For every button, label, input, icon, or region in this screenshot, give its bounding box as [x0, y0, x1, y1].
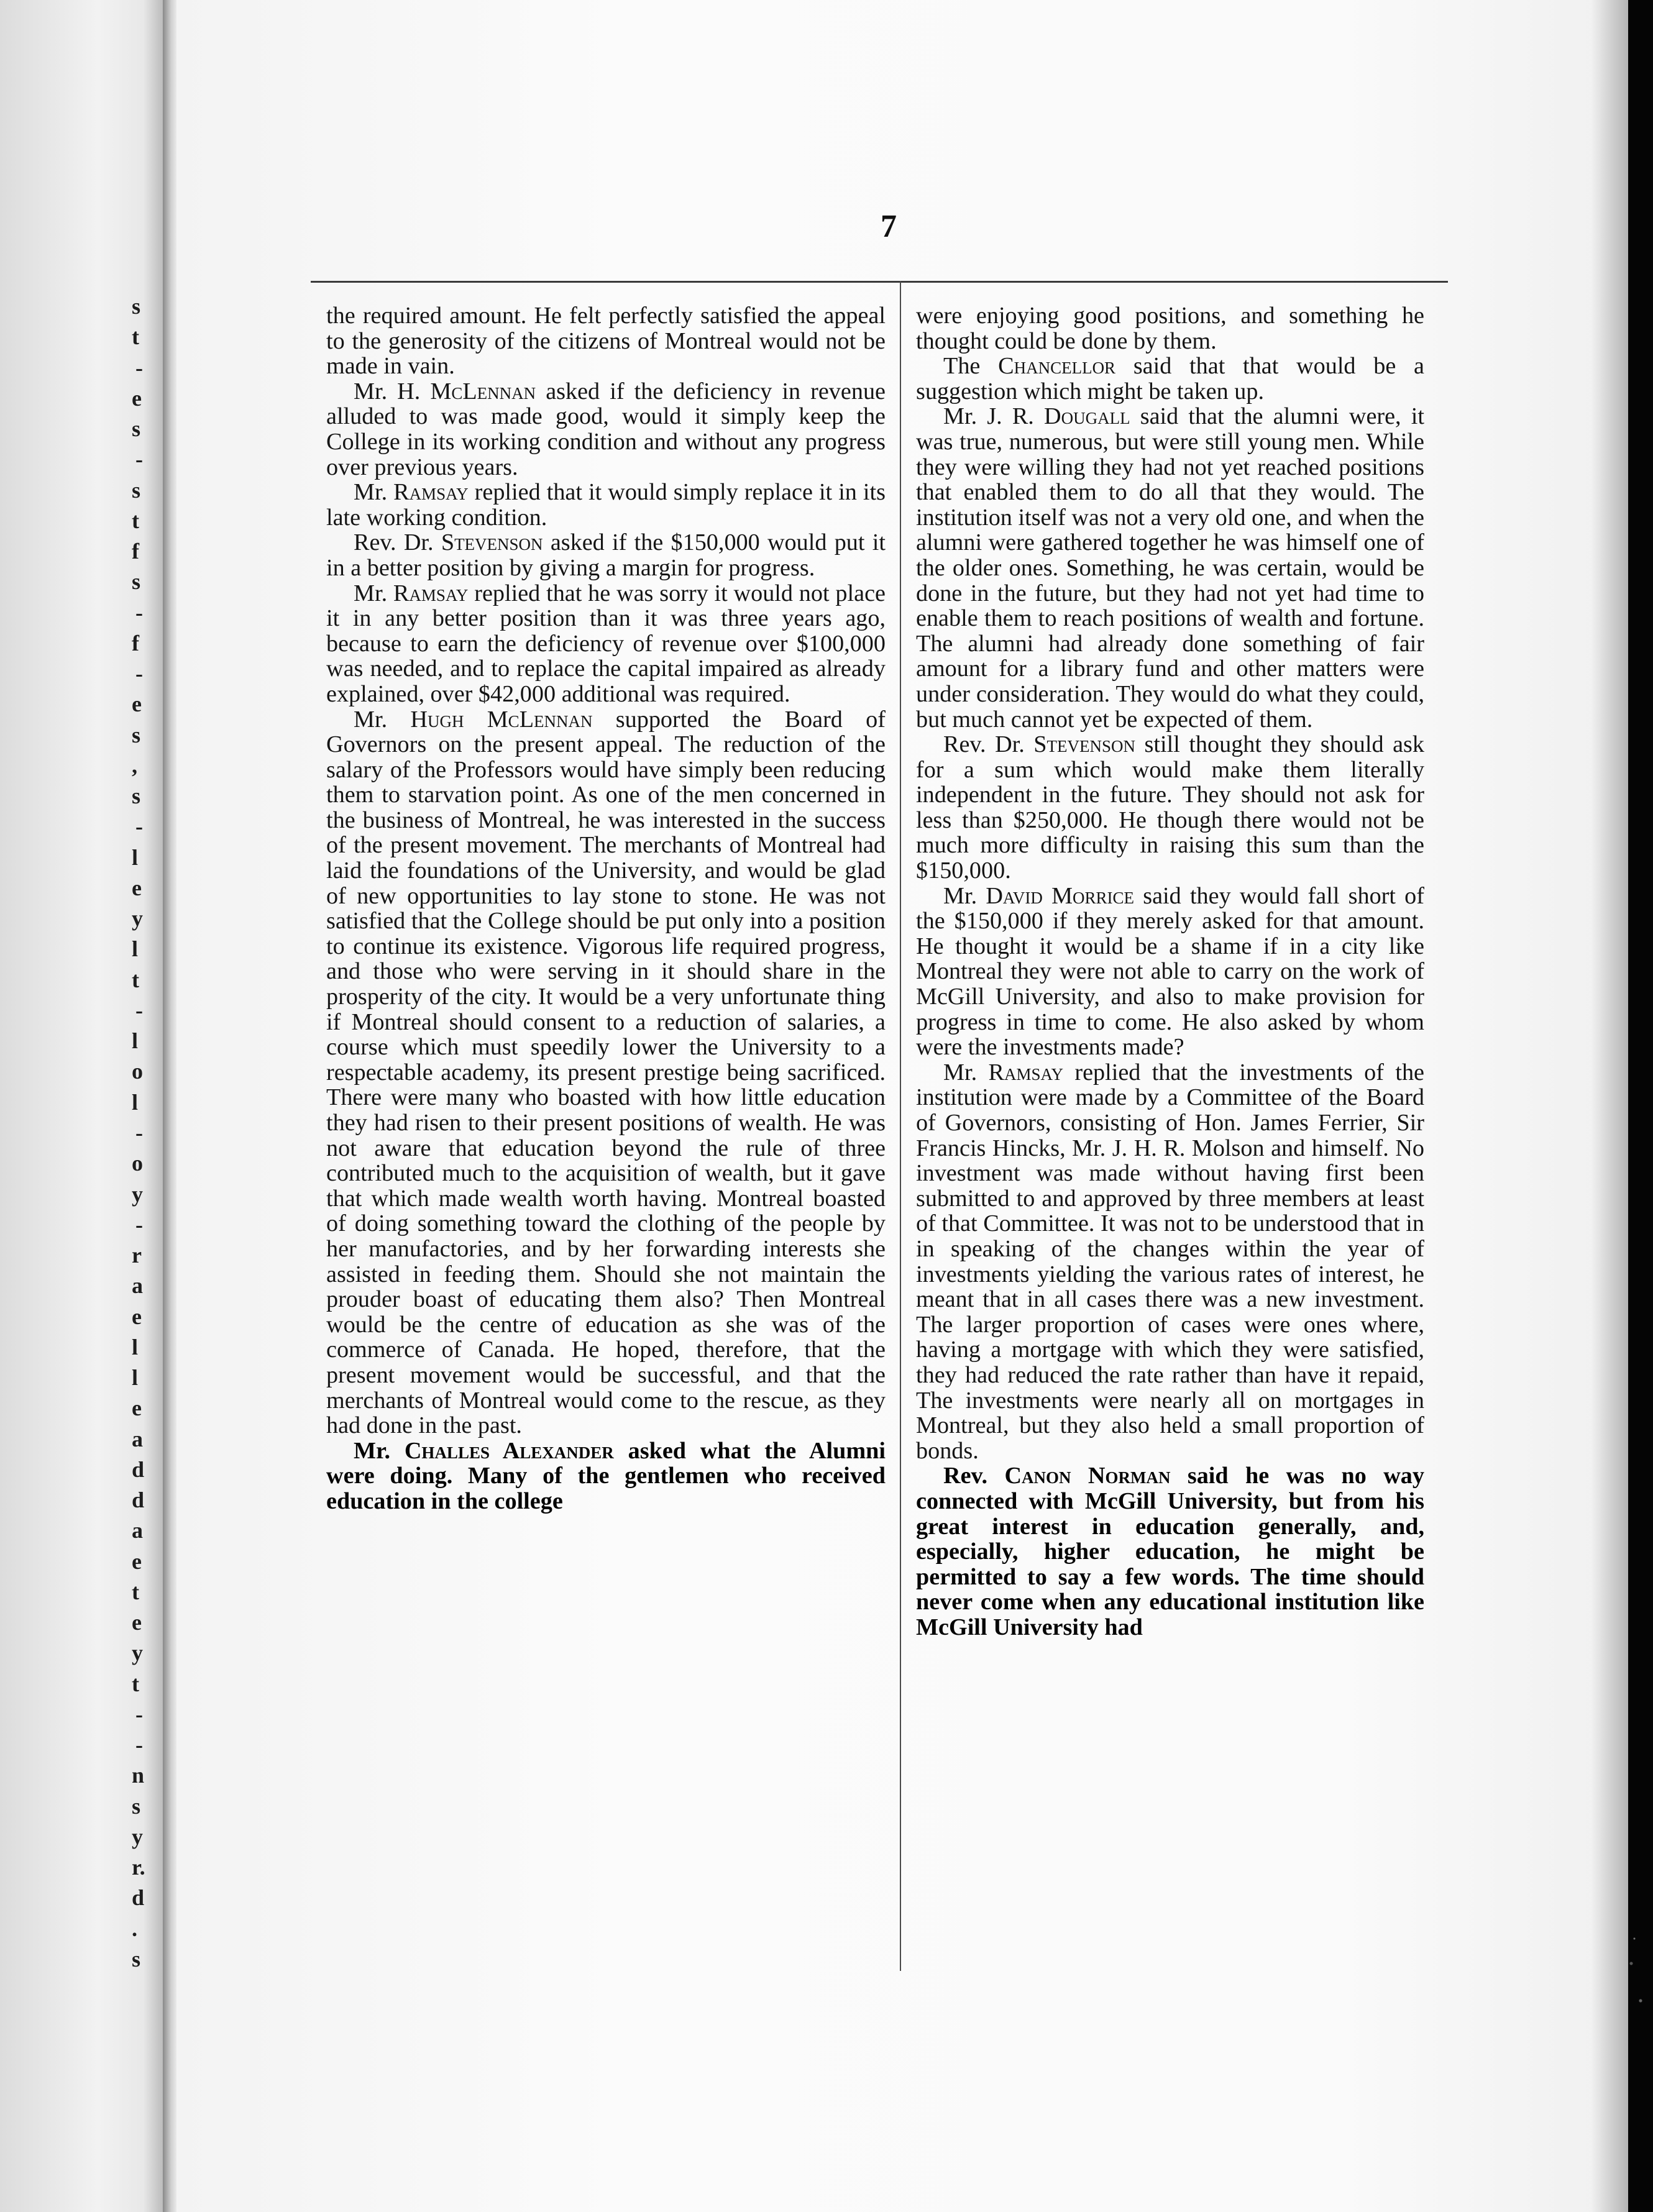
speaker-name: Canon Norman [1004, 1463, 1171, 1489]
facing-page-clipped-text [0, 0, 163, 2212]
paragraph-text: Mr. [943, 882, 986, 909]
clipped-glyph: y [132, 1182, 143, 1207]
clipped-glyph: s [132, 723, 141, 747]
paragraph [916, 732, 1424, 884]
paragraph-text: Mr. [354, 580, 393, 606]
facing-page-edge [0, 0, 163, 2212]
clipped-glyph: - [135, 600, 143, 625]
clipped-glyph: t [132, 1579, 139, 1604]
paragraph [326, 530, 886, 580]
header-rule [311, 281, 1448, 283]
clipped-glyph: y [132, 1640, 143, 1665]
paragraph-text: said they would fall short of the $150,000 if they merely asked for that amount. He thought it would be a shame if in a city like Montreal they were not able to carry on the work of McGill University, and also to make provision for progress in time to come. He also asked by whom were the investments made? [916, 882, 1424, 1061]
paragraph-text: Rev. [943, 1463, 1005, 1489]
paragraph-text: The [943, 353, 999, 380]
paragraph [326, 379, 886, 480]
clipped-glyph: t [132, 1671, 139, 1696]
clipped-glyph: - [135, 1120, 143, 1145]
paragraph-text: replied that he was sorry it would not place it in any better position than it was three years ago, because to earn the deficiency of revenue over $100,000 was needed, and to replace the capital impaired as already explained, over $42,000 additional was required. [326, 580, 886, 707]
paragraph [916, 1060, 1424, 1464]
page-gutter [163, 0, 176, 2212]
clipped-glyph: o [132, 1151, 143, 1176]
clipped-glyph: y [132, 1824, 143, 1849]
paragraph [326, 707, 886, 1438]
paragraph-text: were enjoying good positions, and something he thought could be done by them. [916, 303, 1424, 354]
speaker-name: Stevenson [1033, 731, 1136, 758]
clipped-glyph: . [132, 1916, 137, 1941]
paragraph [916, 354, 1424, 404]
clipped-glyph: e [132, 875, 142, 900]
speaker-name: Dougall [1044, 403, 1130, 430]
paragraph-text: asked what the Alumni were doing. Many of the gentlemen who received education in the college [326, 1437, 886, 1514]
clipped-glyph: t [132, 967, 139, 992]
speaker-name: Chancellor [998, 353, 1116, 380]
clipped-glyph: a [132, 1427, 143, 1451]
clipped-glyph: l [132, 1335, 139, 1360]
speaker-name: Ramsay [393, 580, 469, 606]
speaker-name: David Morrice [986, 882, 1135, 909]
clipped-glyph: - [135, 998, 143, 1023]
clipped-glyph: l [132, 1028, 139, 1053]
paragraph-text: Rev. Dr. [354, 529, 441, 556]
clipped-glyph: - [135, 1732, 143, 1757]
clipped-glyph: s [132, 478, 141, 503]
paragraph [916, 303, 1424, 354]
paragraph-text: Mr. [354, 479, 394, 506]
clipped-glyph: , [132, 753, 137, 778]
speaker-name: Challes Alexander [404, 1437, 614, 1464]
clipped-glyph: o [132, 1059, 143, 1084]
paragraph-text: asked if the deficiency in revenue alluded to was made good, would it simply keep the College in its working condition and without any progress over previous years. [326, 378, 886, 480]
clipped-glyph: y [132, 906, 143, 931]
paragraph [326, 581, 886, 707]
clipped-glyph: f [132, 631, 139, 656]
paragraph-text: said he was no way connected with McGill University, but from his great interest in education generally, and, especially, higher education, he might be permitted to say a few words. The time should never come when any educational institution like McGill University had [916, 1463, 1424, 1640]
speaker-name: Ramsay [988, 1059, 1063, 1085]
text-column-right [916, 303, 1424, 1640]
clipped-glyph: e [132, 1549, 142, 1574]
page-edge-shadow [1591, 0, 1628, 2212]
speaker-name: Stevenson [441, 529, 543, 556]
clipped-glyph: l [132, 1090, 139, 1115]
paragraph [916, 1463, 1424, 1640]
clipped-glyph: a [132, 1518, 143, 1543]
clipped-glyph: a [132, 1273, 143, 1298]
clipped-glyph: d [132, 1488, 145, 1512]
paragraph-text: the required amount. He felt perfectly satisfied the appeal to the generosity of the citizens of Montreal would not be made in vain. [326, 303, 886, 380]
paragraph-text: still thought they should ask for a sum which would make them literally independent in the future. They should not ask for less than $250,000. He though there would not be much more difficulty in raising this sum than the $150,000. [916, 731, 1424, 884]
clipped-glyph: e [132, 1396, 142, 1420]
clipped-glyph: - [135, 355, 143, 380]
clipped-glyph: l [132, 1365, 139, 1390]
paragraph-text: said that the alumni were, it was true, numerous, but were still young men. While they were willing they had not yet reached positions that enabled them to do all that they would. The institution itself was not a very old one, and when the alumni were gathered together he was himself one of the older ones. Something, he was certain, would be done in the future, but they had not yet had time to enable them to reach positions of wealth and fortune. The alumni had already done something of fair amount for a library fund and other matters were under consideration. They would do what they could, but much cannot yet be expected of them. [916, 403, 1424, 733]
text-column-left [326, 303, 886, 1514]
clipped-glyph: e [132, 386, 142, 411]
clipped-glyph: e [132, 1610, 142, 1635]
clipped-glyph: - [135, 1212, 143, 1237]
paragraph [326, 480, 886, 530]
clipped-glyph: s [132, 784, 141, 808]
clipped-glyph: f [132, 539, 139, 564]
paragraph-text: Mr. [943, 1059, 989, 1085]
clipped-glyph: r [132, 1243, 142, 1268]
clipped-glyph: - [135, 1702, 143, 1727]
clipped-glyph: n [132, 1763, 145, 1788]
clipped-glyph: l [132, 845, 139, 870]
paragraph-text: supported the Board of Governors on the present appeal. The reduction of the salary of the Professors would have simply been reducing them to starvation point. As one of the men concerned in the business of Montreal, he was interested in the success of the present movement. The merchants of Montreal had laid the foundations of the University, and would be glad of new opportunities to lay stone to stone. He was not satisfied that the College should be put only into a position to continue its existence. Vigorous life required progress, and those who were serving in it should share in the prosperity of the city. It would be a very unfortunate thing if Montreal should consent to a reduction of salaries, a course which must speedily lower the University to a respectable academy, its present prestige being sacrificed. There were many who boasted with how little education they had risen to their present positions of wealth. He was not aware that education beyond the rule of three contributed much to the acquisition of wealth, but it gave that which made wealth worth having. Montreal boasted of doing something toward the clothing of the people by her manufactories, and by her forwarding interests she assisted in feeding them. Should she not maintain the prouder boast of educating them also? Then Montreal would be the centre of education as she was of the commerce of Canada. He hoped, therefore, that the present movement would be successful, and that the merchants of Montreal would come to the rescue, as they had done in the past. [326, 706, 886, 1439]
clipped-glyph: - [135, 814, 143, 839]
paragraph-text: Mr. J. R. [943, 403, 1045, 430]
paragraph-text: Mr. H. [354, 378, 431, 404]
paragraph [326, 1438, 886, 1514]
clipped-glyph: - [135, 661, 143, 686]
clipped-glyph: t [132, 508, 139, 533]
paragraph [916, 884, 1424, 1060]
paragraph [916, 404, 1424, 732]
paragraph-text: Rev. Dr. [943, 731, 1034, 758]
clipped-glyph: - [135, 447, 143, 472]
scan-artifact [1622, 1914, 1653, 2038]
paragraph [326, 303, 886, 379]
paragraph-text: said that that would be a suggestion which might be taken up. [916, 353, 1424, 404]
paragraph-text: replied that it would simply replace it in its late working condition. [326, 479, 886, 531]
column-divider [900, 281, 901, 1971]
clipped-glyph: s [132, 1947, 141, 1972]
speaker-name: Ramsay [393, 479, 469, 506]
clipped-glyph: s [132, 569, 141, 594]
paragraph-text: Mr. [354, 706, 411, 733]
clipped-glyph: d [132, 1457, 145, 1482]
page-number: 7 [881, 209, 897, 244]
clipped-glyph: r. [132, 1855, 145, 1880]
paragraph-text: asked if the $150,000 would put it in a better position by giving a margin for progress. [326, 529, 886, 581]
speaker-name: McLennan [430, 378, 536, 404]
clipped-glyph: s [132, 416, 141, 441]
clipped-glyph: e [132, 1304, 142, 1329]
clipped-glyph: e [132, 692, 142, 716]
clipped-glyph: l [132, 936, 139, 961]
paragraph-text: Mr. [354, 1437, 405, 1464]
speaker-name: Hugh McLennan [410, 706, 593, 733]
paragraph-text: replied that the investments of the institution were made by a Committee of the Board of Governors, consisting of Hon. James Ferrier, Sir Francis Hincks, Mr. J. H. R. Molson and himself. No investment was made without having first been submitted to and approved by three members at least of that Committee. It was not to be understood that in in speaking of the changes within the year of investments yielding the various rates of interest, he meant that in all cases there was a new investment. The larger proportion of cases were ones where, having a mortgage with which they were satisfied, they had reduced the rate rather than have it repaid, The investments were nearly all on mortgages in Montreal, but they also held a small proportion of bonds. [916, 1059, 1424, 1464]
clipped-glyph: t [132, 324, 139, 349]
clipped-glyph: s [132, 1794, 141, 1819]
clipped-glyph: d [132, 1885, 145, 1910]
clipped-glyph: s [132, 294, 141, 319]
